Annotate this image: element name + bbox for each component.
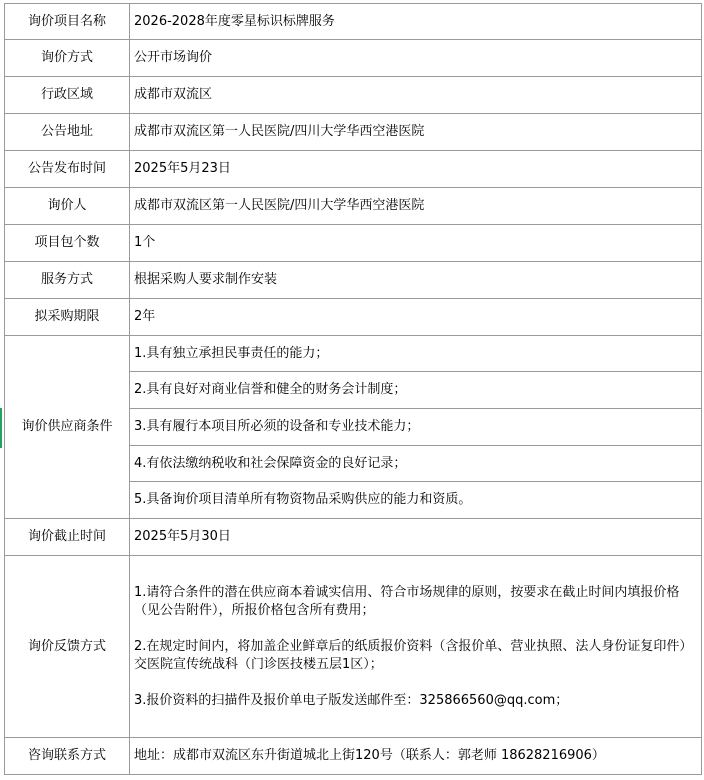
table-row (5, 114, 702, 151)
address-value: 成都市双流区第一人民医院/四川大学华西空港医院 (130, 114, 702, 151)
table-row (5, 225, 702, 262)
condition-item: 3.具有履行本项目所必须的设备和专业技术能力； (130, 409, 702, 446)
condition-item: 4.有依法缴纳税收和社会保障资金的良好记录； (130, 446, 702, 482)
method-label: 询价方式 (5, 40, 130, 77)
feedback-value (130, 556, 702, 738)
spacer (134, 674, 695, 692)
service-mode-label: 服务方式 (5, 262, 130, 299)
inquiry-notice-table (4, 3, 702, 775)
procurement-period-value: 2年 (130, 299, 702, 336)
table-row (5, 519, 702, 556)
feedback-item: 2.在规定时间内，将加盖企业鲜章后的纸质报价资料（含报价单、营业执照、法人身份证复印件）交医院宣传统战科（门诊医技楼五层1区）； (134, 638, 693, 672)
project-name-label: 询价项目名称 (5, 4, 130, 40)
contact-label: 咨询联系方式 (5, 738, 130, 775)
table-row (5, 151, 702, 188)
table-row (5, 336, 702, 372)
row-selection-marker (0, 408, 2, 448)
feedback-item: 1.请符合条件的潜在供应商本着诚实信用、符合市场规律的原则，按要求在截止时间内填报价格（见公告附件），所报价格包含所有费用； (134, 584, 680, 618)
package-count-label: 项目包个数 (5, 225, 130, 262)
publish-time-label: 公告发布时间 (5, 151, 130, 188)
contact-value: 地址：成都市双流区东升街道城北上街120号（联系人：郭老师 18628216906） (130, 738, 702, 775)
package-count-value: 1个 (130, 225, 702, 262)
region-label: 行政区域 (5, 77, 130, 114)
inquirer-value: 成都市双流区第一人民医院/四川大学华西空港医院 (130, 188, 702, 225)
address-label: 公告地址 (5, 114, 130, 151)
feedback-label: 询价反馈方式 (5, 556, 130, 738)
condition-item: 5.具备询价项目清单所有物资物品采购供应的能力和资质。 (130, 482, 702, 519)
procurement-period-label: 拟采购期限 (5, 299, 130, 336)
table-row (5, 556, 702, 738)
table-row (5, 4, 702, 40)
condition-item: 2.具有良好对商业信誉和健全的财务会计制度； (130, 372, 702, 409)
table-row (5, 188, 702, 225)
feedback-item: 3.报价资料的扫描件及报价单电子版发送邮件至：325866560@qq.com； (134, 692, 569, 708)
deadline-value: 2025年5月30日 (130, 519, 702, 556)
table-row (5, 40, 702, 77)
service-mode-value: 根据采购人要求制作安装 (130, 262, 702, 299)
table-row (5, 77, 702, 114)
deadline-label: 询价截止时间 (5, 519, 130, 556)
condition-item: 1.具有独立承担民事责任的能力； (130, 336, 702, 372)
method-value: 公开市场询价 (130, 40, 702, 77)
inquirer-label: 询价人 (5, 188, 130, 225)
table-row (5, 262, 702, 299)
region-value: 成都市双流区 (130, 77, 702, 114)
table-row (5, 738, 702, 775)
table-row (5, 299, 702, 336)
supplier-conditions-label: 询价供应商条件 (5, 336, 130, 519)
project-name-value: 2026-2028年度零星标识标牌服务 (130, 4, 702, 40)
spacer (134, 620, 695, 638)
publish-time-value: 2025年5月23日 (130, 151, 702, 188)
